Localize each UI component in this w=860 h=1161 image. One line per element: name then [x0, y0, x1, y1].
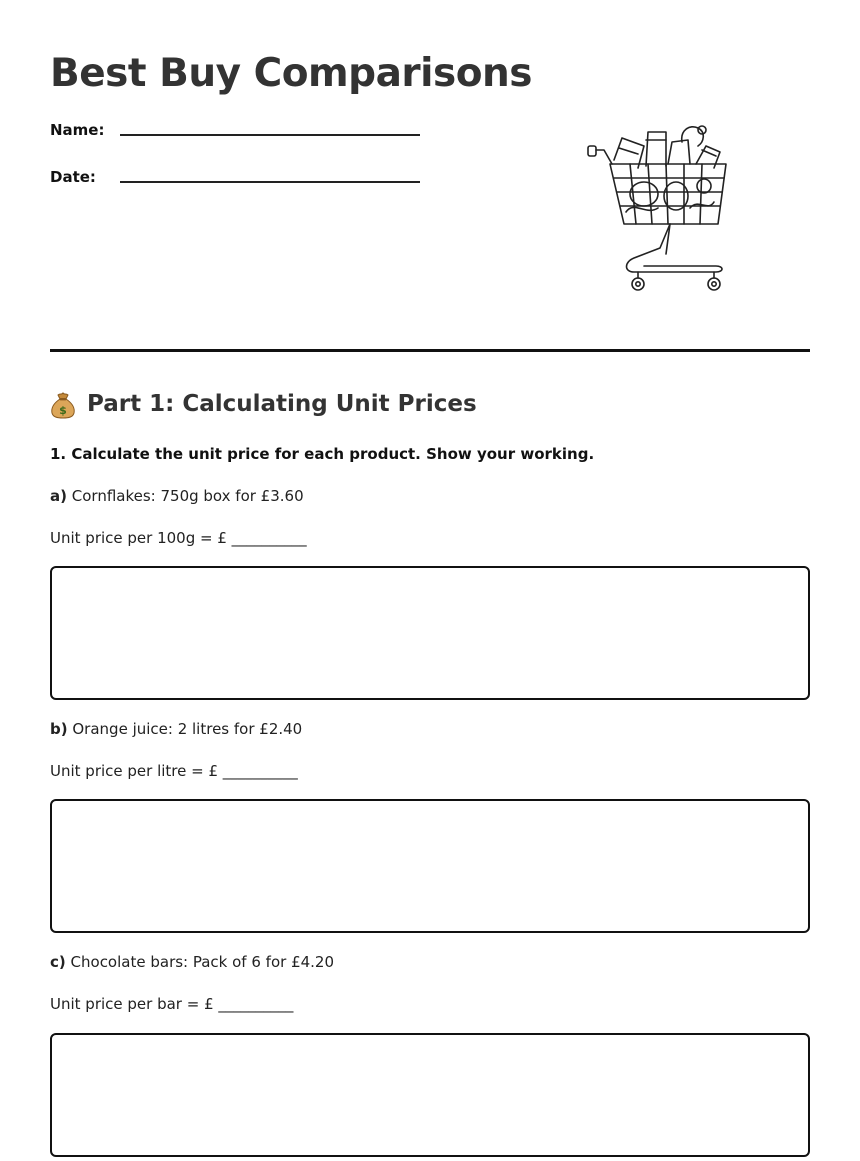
- question-a-letter: a): [50, 487, 67, 505]
- money-bag-icon: [50, 389, 76, 419]
- question-a-product: [50, 487, 304, 505]
- question-c-product: [50, 953, 334, 971]
- question-b-working-box[interactable]: [50, 799, 810, 933]
- name-input-line[interactable]: [120, 134, 420, 136]
- section-divider: [50, 349, 810, 352]
- question-a-unit-price[interactable]: Unit price per 100g = £ __________: [50, 529, 307, 547]
- page-title: Best Buy Comparisons: [50, 51, 532, 96]
- name-label: Name:: [50, 121, 105, 139]
- name-field: [50, 121, 430, 151]
- question-c-working-box[interactable]: [50, 1033, 810, 1157]
- date-label: Date:: [50, 168, 96, 186]
- question-b-product: [50, 720, 302, 738]
- date-input-line[interactable]: [120, 181, 420, 183]
- question-c-unit-price[interactable]: Unit price per bar = £ __________: [50, 995, 294, 1013]
- question-a-text: Cornflakes: 750g box for £3.60: [71, 487, 304, 505]
- date-field: [50, 168, 430, 198]
- part1-header: [50, 386, 477, 422]
- question-a-working-box[interactable]: [50, 566, 810, 700]
- question-b-letter: b): [50, 720, 68, 738]
- question-c-text: Chocolate bars: Pack of 6 for £4.20: [70, 953, 335, 971]
- question-c-letter: c): [50, 953, 66, 971]
- question-b-text: Orange juice: 2 litres for £2.40: [72, 720, 303, 738]
- question-b-unit-price[interactable]: Unit price per litre = £ __________: [50, 762, 298, 780]
- shopping-cart-icon: [586, 120, 736, 295]
- question-instruction: 1. Calculate the unit price for each product. Show your working.: [50, 445, 595, 463]
- svg-text:$: $: [59, 404, 67, 417]
- part1-title: Part 1: Calculating Unit Prices: [87, 391, 477, 417]
